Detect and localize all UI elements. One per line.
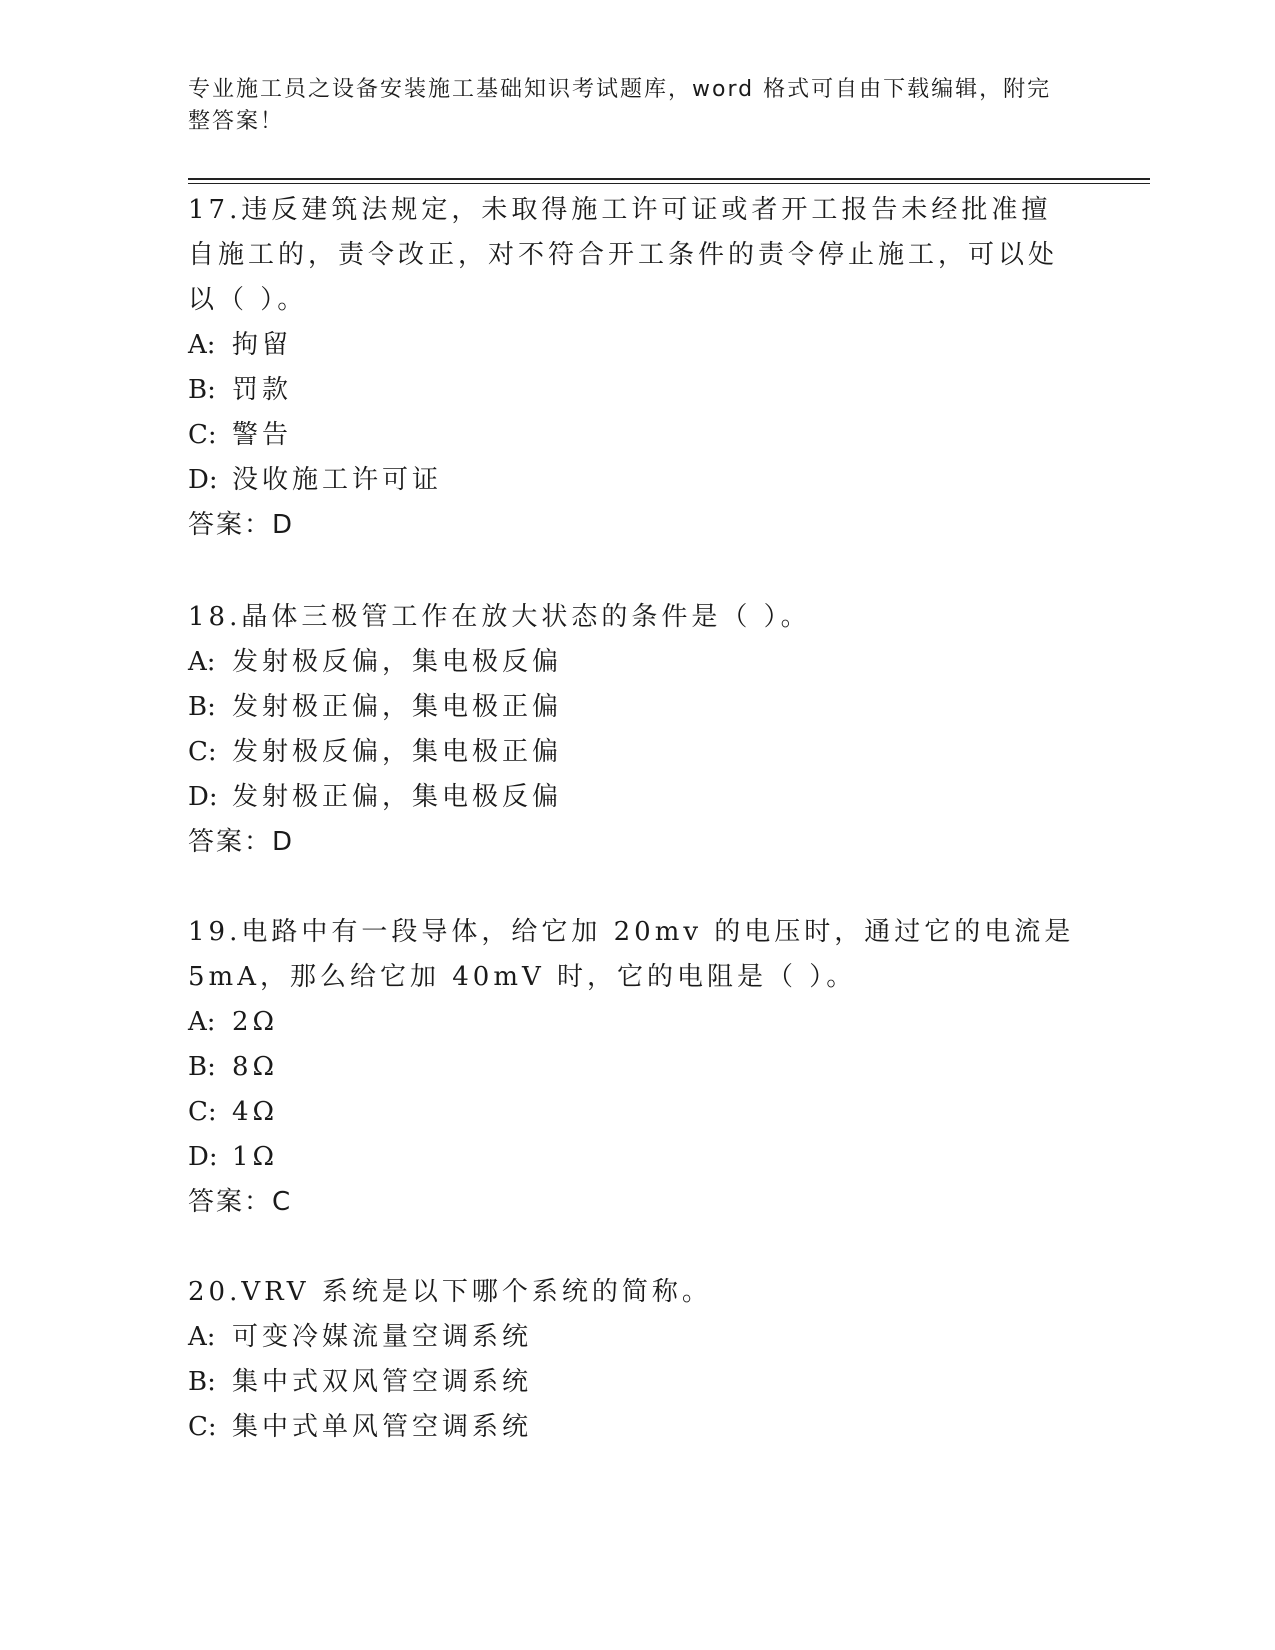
option-d	[188, 458, 1068, 503]
option-text: 4Ω	[232, 1097, 279, 1127]
option-c	[188, 1090, 1088, 1135]
question-17	[188, 188, 1068, 548]
option-key: B:	[188, 692, 216, 722]
option-text: 集中式单风管空调系统	[232, 1412, 533, 1442]
option-text: 2Ω	[232, 1007, 279, 1037]
option-key: A:	[188, 1322, 216, 1352]
option-a	[188, 1000, 1088, 1045]
option-key: A:	[188, 647, 216, 677]
option-d	[188, 1135, 1088, 1180]
option-key: B:	[188, 1367, 216, 1397]
option-key: B:	[188, 1052, 216, 1082]
option-key: C:	[188, 420, 217, 450]
question-stem: 20.VRV 系统是以下哪个系统的简称。	[188, 1277, 712, 1307]
option-b	[188, 368, 1068, 413]
option-c	[188, 1405, 1088, 1450]
document-header: 专业施工员之设备安装施工基础知识考试题库，word 格式可自由下载编辑，附完整答案！	[188, 77, 1052, 134]
option-text: 罚款	[232, 375, 293, 405]
header-divider-thin	[188, 183, 1150, 184]
question-19	[188, 910, 1088, 1225]
option-text: 8Ω	[232, 1052, 279, 1082]
question-20	[188, 1270, 1088, 1450]
option-d	[188, 775, 1088, 820]
option-key: C:	[188, 1412, 217, 1442]
option-key: A:	[188, 330, 216, 360]
option-a	[188, 1315, 1088, 1360]
option-text: 发射极反偏，集电极正偏	[232, 737, 563, 767]
option-b	[188, 685, 1088, 730]
header-divider-thick	[188, 178, 1150, 180]
option-text: 集中式双风管空调系统	[232, 1367, 533, 1397]
option-b	[188, 1360, 1088, 1405]
option-text: 发射极正偏，集电极正偏	[232, 692, 563, 722]
option-key: C:	[188, 1097, 217, 1127]
option-key: D:	[188, 782, 218, 812]
option-key: A:	[188, 1007, 216, 1037]
option-text: 没收施工许可证	[232, 465, 443, 495]
question-stem: 19.电路中有一段导体，给它加 20mv 的电压时，通过它的电流是 5mA，那么给它加 40mV 时，它的电阻是（ ）。	[188, 917, 1075, 992]
option-text: 1Ω	[232, 1142, 279, 1172]
option-a	[188, 640, 1088, 685]
option-a	[188, 323, 1068, 368]
answer: 答案：D	[188, 827, 295, 857]
option-key: D:	[188, 1142, 218, 1172]
option-text: 发射极正偏，集电极反偏	[232, 782, 563, 812]
option-key: D:	[188, 465, 218, 495]
option-b	[188, 1045, 1088, 1090]
option-c	[188, 730, 1088, 775]
option-c	[188, 413, 1068, 458]
answer: 答案：C	[188, 1187, 293, 1217]
question-stem: 18.晶体三极管工作在放大状态的条件是（ ）。	[188, 602, 811, 632]
question-18	[188, 595, 1088, 865]
option-text: 可变冷媒流量空调系统	[232, 1322, 533, 1352]
option-key: B:	[188, 375, 216, 405]
option-text: 发射极反偏，集电极反偏	[232, 647, 563, 677]
answer: 答案：D	[188, 510, 295, 540]
option-text: 警告	[232, 420, 293, 450]
option-key: C:	[188, 737, 217, 767]
option-text: 拘留	[232, 330, 293, 360]
question-stem: 17.违反建筑法规定，未取得施工许可证或者开工报告未经批准擅自施工的，责令改正，对不符合开工条件的责令停止施工，可以处以（ ）。	[188, 195, 1059, 315]
